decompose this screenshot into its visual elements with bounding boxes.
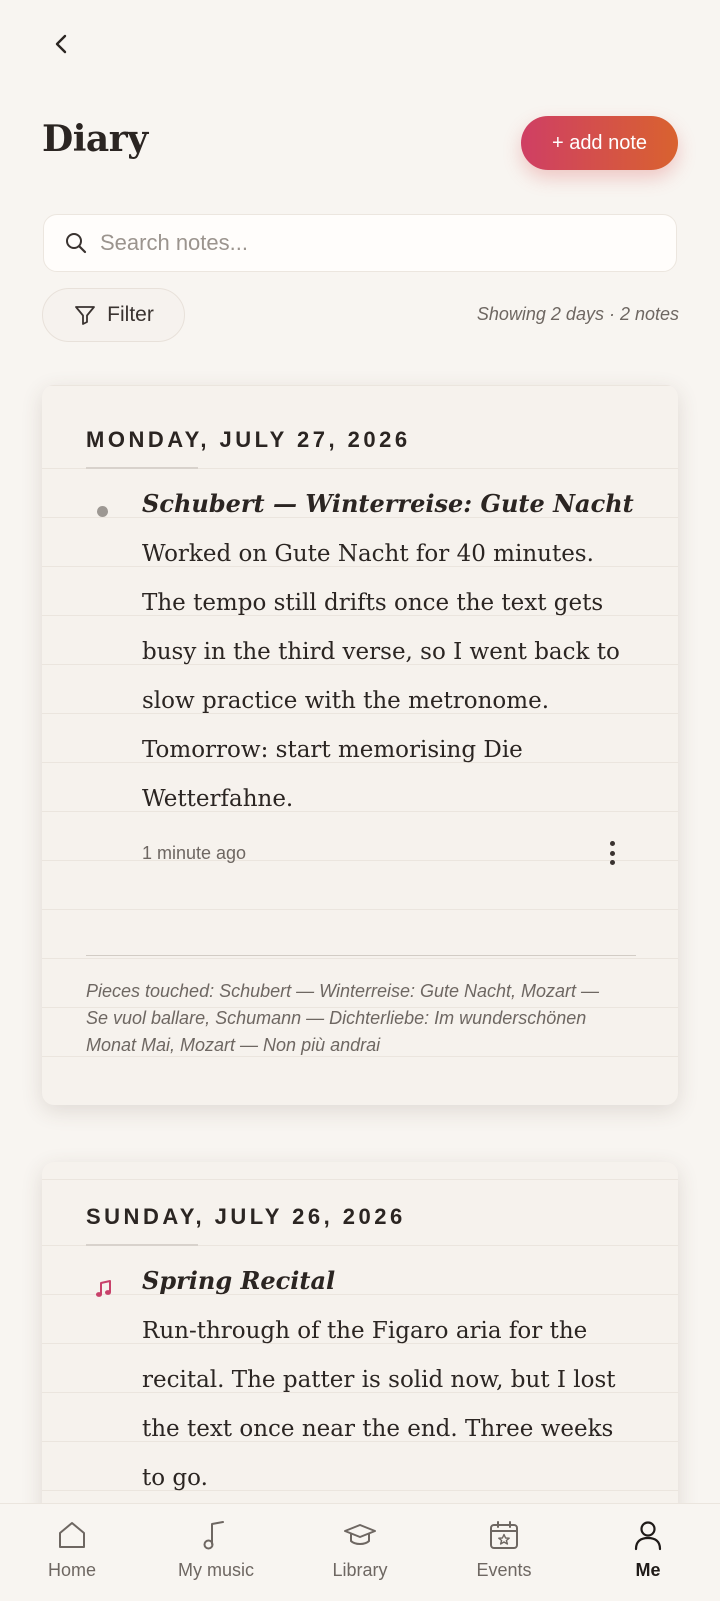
bottom-nav: [0, 1503, 720, 1601]
person-icon: [631, 1518, 665, 1552]
nav-item-home[interactable]: [0, 1504, 144, 1601]
search-input[interactable]: [100, 230, 640, 256]
results-summary: Showing 2 days · 2 notes: [476, 304, 679, 324]
home-icon: [55, 1518, 89, 1552]
graduation-cap-icon: [343, 1518, 377, 1552]
entry-title: Spring Recital: [142, 1266, 336, 1295]
music-note-icon: [94, 1278, 114, 1300]
nav-item-me[interactable]: [576, 1504, 720, 1601]
entry-more-icon[interactable]: [602, 837, 622, 869]
filter-label: Filter: [107, 303, 154, 326]
nav-item-library[interactable]: [288, 1504, 432, 1601]
entry-title: Schubert — Winterreise: Gute Nacht: [142, 489, 634, 518]
pieces-touched: Pieces touched: Schubert — Winterreise: Gute Nacht, Mozart — Se vuol ballare, Schumann — Dichterliebe: Im wunderschönen Monat Mai, Mozart — Non più andrai: [86, 981, 600, 1055]
nav-label: Home: [47, 1560, 96, 1580]
search-icon: [64, 231, 88, 255]
day-heading-underline: [86, 467, 198, 469]
chevron-left-icon: [51, 33, 73, 55]
entry-body: Worked on Gute Nacht for 40 minutes. The tempo still drifts once the text gets busy in the third verse, so I went back to slow practice with the metronome. Tomorrow: start memorising Die Wetterfahne.: [142, 541, 620, 812]
add-note-button[interactable]: + add note: [521, 116, 678, 170]
nav-label: Library: [332, 1560, 388, 1580]
nav-label: My music: [178, 1560, 254, 1580]
nav-item-events[interactable]: [432, 1504, 576, 1601]
nav-label: Me: [635, 1560, 661, 1580]
day-card: [42, 1162, 678, 1522]
day-heading-underline: [86, 1244, 198, 1246]
entry-bullet-dot-icon: [97, 506, 108, 517]
day-card: [42, 385, 678, 1105]
nav-item-my-music[interactable]: [144, 1504, 288, 1601]
filter-icon: [73, 303, 97, 327]
day-heading: MONDAY, JULY 27, 2026: [86, 427, 411, 452]
search-box[interactable]: [43, 214, 677, 272]
back-button[interactable]: [44, 26, 80, 62]
entry-body: Run-through of the Figaro aria for the recital. The patter is solid now, but I lost the text once near the end. Three weeks to go.: [142, 1318, 616, 1491]
calendar-star-icon: [487, 1518, 521, 1552]
entry-timestamp: 1 minute ago: [142, 843, 247, 863]
music-note-icon: [199, 1518, 233, 1552]
page-title: Diary: [42, 118, 148, 160]
nav-label: Events: [476, 1560, 532, 1580]
filter-button[interactable]: [42, 288, 185, 342]
day-heading: SUNDAY, JULY 26, 2026: [86, 1204, 406, 1229]
divider: [86, 955, 636, 956]
